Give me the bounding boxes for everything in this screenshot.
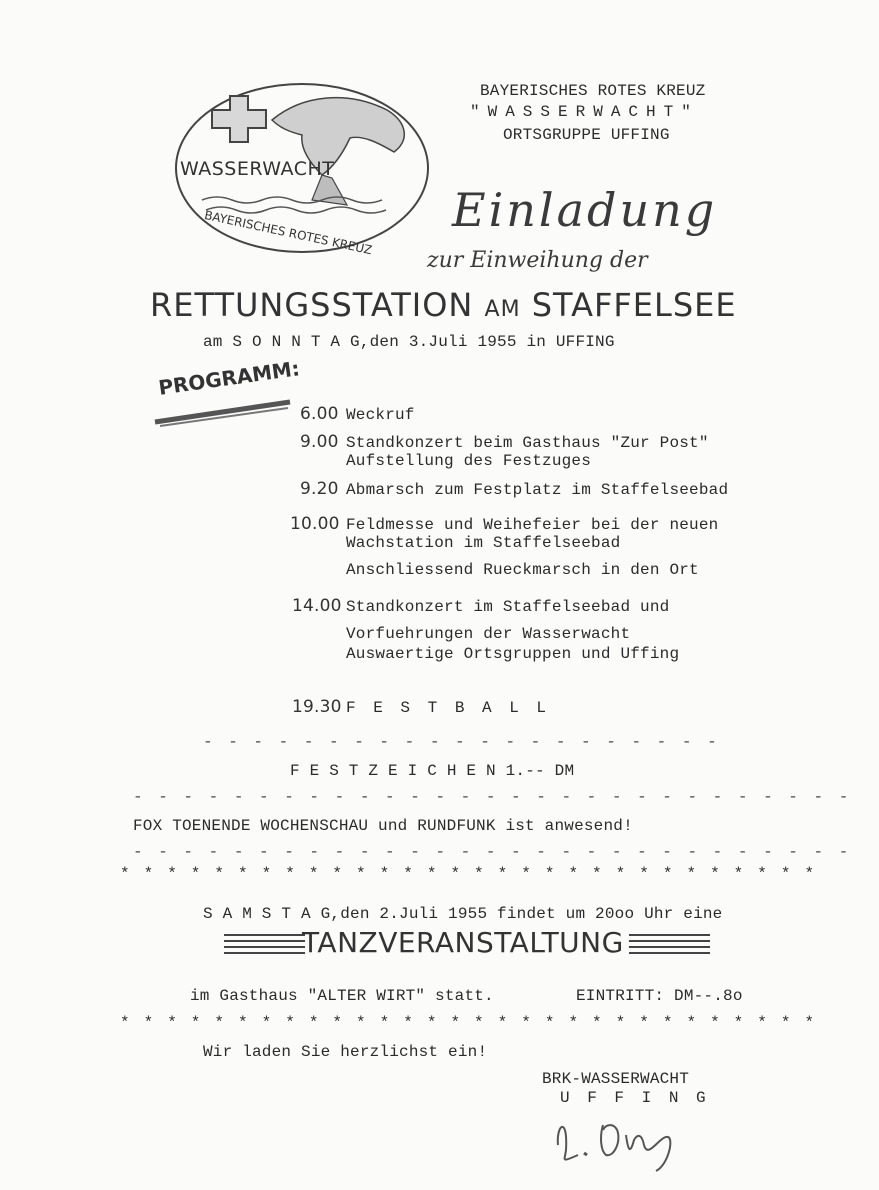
- sender-line-1: BRK-WASSERWACHT: [542, 1070, 690, 1088]
- headline: [150, 286, 737, 324]
- sender-line-2: U F F I N G: [560, 1089, 710, 1107]
- logo: [172, 80, 432, 260]
- program-underline: [150, 398, 300, 428]
- program-item: 9.00 Standkonzert beim Gasthaus "Zur Post": [300, 432, 709, 452]
- headline-rettungsstation: RETTUNGSSTATION: [150, 286, 474, 324]
- separator-dashes: - - - - - - - - - - - - - - - - - - - - - - - - - - - - -: [133, 843, 852, 861]
- program-time: 6.00: [300, 404, 339, 424]
- event-entry: EINTRITT: DM--.8o: [576, 987, 743, 1005]
- closing-invite: Wir laden Sie herzlichst ein!: [203, 1043, 488, 1061]
- program-time: 14.00: [292, 596, 342, 616]
- program-item-cont: Vorfuehrungen der Wasserwacht: [346, 625, 631, 643]
- signature: [548, 1105, 688, 1180]
- event-title: TANZVERANSTALTUNG: [302, 926, 624, 959]
- headline-staffelsee: STAFFELSEE: [531, 286, 737, 324]
- program-item: 10.00 Feldmesse und Weihefeier bei der neuen: [290, 514, 719, 534]
- separator-dashes: - - - - - - - - - - - - - - - - - - - - -: [203, 733, 720, 751]
- program-time: 9.00: [300, 432, 339, 452]
- invitation-title: Einladung: [452, 183, 718, 237]
- program-time: 19.30: [292, 697, 342, 717]
- media-note: FOX TOENENDE WOCHENSCHAU und RUNDFUNK ist anwesend!: [133, 817, 633, 835]
- separator-stars: * * * * * * * * * * * * * * * * * * * * * * * * * * * * * *: [120, 865, 817, 883]
- separator-dashes: - - - - - - - - - - - - - - - - - - - - - - - - - - - - -: [133, 788, 852, 806]
- program-item-cont: Aufstellung des Festzuges: [346, 452, 592, 470]
- festzeichen: F E S T Z E I C H E N 1.-- DM: [290, 762, 575, 780]
- signature-mark: [548, 1105, 688, 1175]
- org-line-3: ORTSGRUPPE UFFING: [503, 126, 670, 144]
- program-time: 10.00: [290, 514, 340, 534]
- separator-stars: * * * * * * * * * * * * * * * * * * * * * * * * * * * * * *: [120, 1014, 817, 1032]
- program-item: 14.00 Standkonzert im Staffelseebad und: [292, 596, 670, 616]
- cross-icon: [212, 96, 266, 142]
- headline-am: AM: [484, 297, 521, 322]
- logo-text-arc: BAYERISCHES ROTES KREUZ: [203, 208, 374, 258]
- program-item-cont: Anschliessend Rueckmarsch in den Ort: [346, 561, 699, 579]
- event-lines-left: [222, 930, 307, 956]
- org-line-1: BAYERISCHES ROTES KREUZ: [480, 82, 706, 100]
- event-venue: im Gasthaus "ALTER WIRT" statt.: [190, 987, 494, 1005]
- logo-text-main: WASSERWACHT: [180, 158, 335, 180]
- program-heading: PROGRAMM:: [157, 356, 302, 400]
- org-line-2: "WASSERWACHT": [470, 103, 699, 121]
- program-item-festball: 19.30 F E S T B A L L: [292, 697, 551, 717]
- program-item-cont: Auswaertige Ortsgruppen und Uffing: [346, 645, 680, 663]
- program-item: 9.20 Abmarsch zum Festplatz im Staffelseebad: [300, 479, 729, 499]
- program-item: 6.00 Weckruf: [300, 404, 415, 424]
- invitation-subtitle: zur Einweihung der: [427, 248, 648, 273]
- program-time: 9.20: [300, 479, 339, 499]
- date-line: am S O N N T A G,den 3.Juli 1955 in UFFING: [203, 333, 615, 351]
- saturday-line: S A M S T A G,den 2.Juli 1955 findet um 20oo Uhr eine: [203, 905, 723, 923]
- program-item-cont: Wachstation im Staffelseebad: [346, 534, 621, 552]
- event-lines-right: [627, 930, 712, 956]
